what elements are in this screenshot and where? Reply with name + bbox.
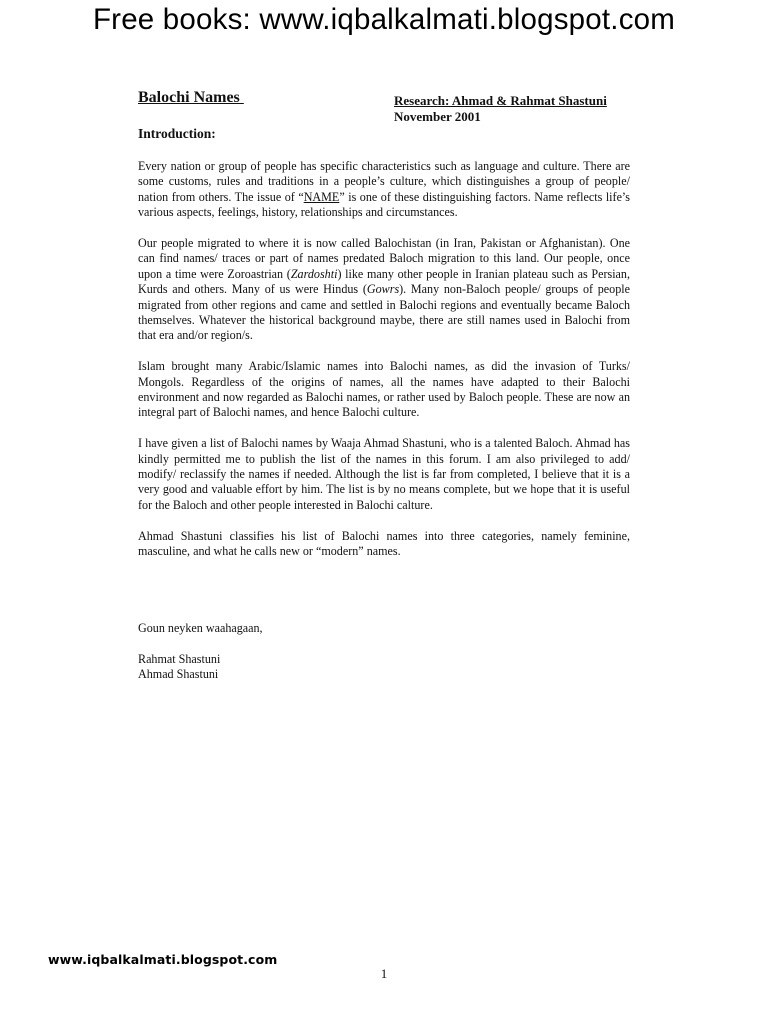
- paragraph-3: Islam brought many Arabic/Islamic names into Balochi names, as did the invasion of Turks/ Mongols. Regardless of the origins of names, all the names have adapted to their Balochi environment and now regarded as Balochi names, or rather used by Baloch people. These are now an integral part of Balochi names, and hence Balochi culture.: [138, 359, 630, 420]
- document-body: [138, 159, 630, 683]
- spacer: [138, 575, 630, 621]
- research-date: November 2001: [394, 109, 481, 124]
- closing-line: Goun neyken waahagaan,: [138, 620, 263, 635]
- signatory-1: Rahmat Shastuni: [138, 651, 221, 666]
- closing-block: [138, 621, 630, 683]
- paragraph-2-gowrs: Gowrs: [366, 282, 400, 297]
- paragraph-1-name-term: NAME: [303, 189, 340, 204]
- paragraph-5: Ahmad Shastuni classifies his list of Balochi names into three categories, namely feminine, masculine, and what he calls new or “modern” names.: [138, 528, 630, 559]
- paragraph-1-text-b: ” is one of these distinguishing factors. Name reflects life’s various aspects, feelings, history, relationships and circumstances.: [138, 189, 630, 220]
- site-banner: Free books: www.iqbalkalmati.blogspot.com: [92, 3, 676, 36]
- research-credit: Research: Ahmad & Rahmat Shastuni: [394, 93, 607, 108]
- paragraph-2-zardoshti: Zardoshti: [290, 266, 338, 281]
- footer-url: www.iqbalkalmati.blogspot.com: [48, 952, 278, 967]
- paragraph-1: [138, 159, 630, 221]
- section-heading-introduction: Introduction:: [138, 126, 216, 141]
- paragraph-2-text-b: ) like many other people in Iranian plateau such as Persian, Kurds and others. Many of us were Hindus (: [138, 266, 630, 297]
- paragraph-4: I have given a list of Balochi names by Waaja Ahmad Shastuni, who is a talented Baloch. Ahmad has kindly permitted me to publish the list of the names in this forum. I am also privileged to add/ modify/ reclassify the names if needed. Although the list is far from completed, I believe that it is a very good and valuable effort by him. The list is by no means complete, but we hope that it is useful for the Baloch and other people interested in Balochi calture.: [138, 436, 630, 512]
- paragraph-2: [138, 236, 630, 344]
- signatory-2: Ahmad Shastuni: [138, 667, 219, 682]
- blank-line: [138, 636, 630, 651]
- document-title: Balochi Names: [138, 89, 244, 106]
- paragraph-1-text-a: Every nation or group of people has specific characteristics such as language and culture. There are some customs, rules and traditions in a people’s culture, which distinguishes a group of people/ nation from others. The issue of “: [138, 159, 630, 204]
- paragraph-2-text-c: ). Many non-Baloch people/ groups of people migrated from other regions and came and settled in Balochi regions and eventually became Baloch themselves. Whatever the historical background maybe, there are still names used in Balochi from that era and/or region/s.: [138, 282, 630, 343]
- paragraph-2-text-a: Our people migrated to where it is now called Balochistan (in Iran, Pakistan or Afghanistan). One can find names/ traces or part of names predated Baloch migration to this land. Our people, once upon a time were Zoroastrian (: [138, 236, 630, 281]
- page-number: 1: [380, 966, 388, 981]
